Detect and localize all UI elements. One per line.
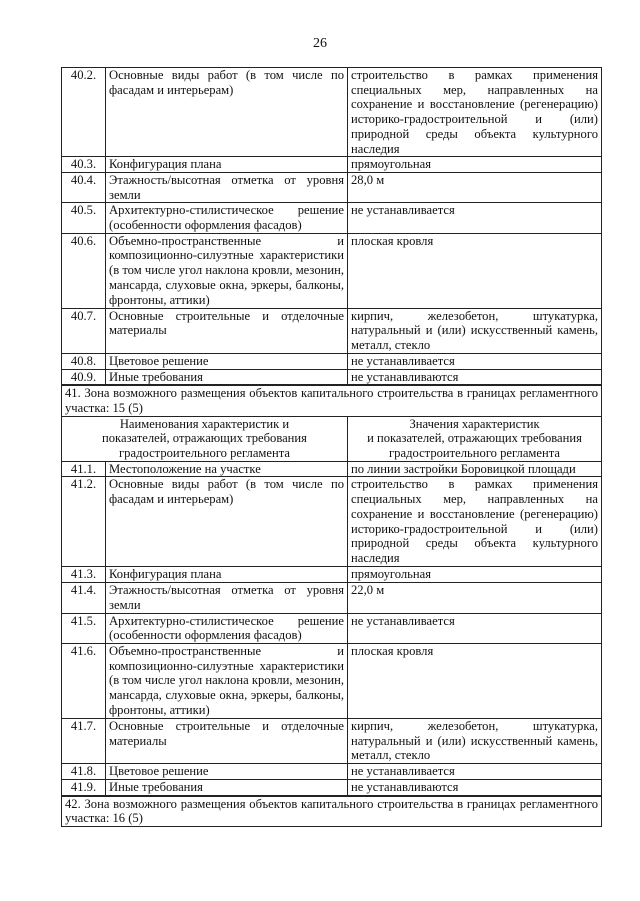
table-row	[62, 369, 602, 385]
row-number: 41.3.	[62, 567, 106, 583]
row-label: Основные строительные и отделочные материалы	[106, 308, 348, 353]
header-line: показателей, отражающих требования	[102, 431, 307, 446]
table-row	[62, 461, 602, 477]
table-row	[62, 583, 602, 613]
row-value: прямоугольная	[348, 567, 602, 583]
row-label: Местоположение на участке	[106, 461, 348, 477]
header-line: градостроительного регламента	[119, 446, 290, 461]
table-row	[62, 308, 602, 353]
row-label: Конфигурация плана	[106, 567, 348, 583]
row-value: плоская кровля	[348, 233, 602, 308]
row-value: кирпич, железобетон, штукатурка, натуральный и (или) искусственный камень, металл, стекло	[348, 308, 602, 353]
row-number: 41.7.	[62, 718, 106, 763]
table-row	[62, 203, 602, 233]
row-number: 41.6.	[62, 643, 106, 718]
row-number: 40.3.	[62, 157, 106, 173]
zone-title-row	[62, 796, 602, 827]
table-row	[62, 353, 602, 369]
table-row	[62, 567, 602, 583]
row-label: Этажность/высотная отметка от уровня земли	[106, 172, 348, 202]
table-row	[62, 157, 602, 173]
row-value: плоская кровля	[348, 643, 602, 718]
zone-title-row	[62, 385, 602, 416]
row-number: 41.2.	[62, 477, 106, 567]
row-number: 40.5.	[62, 203, 106, 233]
table-row	[62, 718, 602, 763]
row-value: по линии застройки Боровицкой площади	[348, 461, 602, 477]
row-number: 40.2.	[62, 68, 106, 157]
row-value: не устанавливаются	[348, 369, 602, 385]
row-value: не устанавливается	[348, 613, 602, 643]
row-number: 40.8.	[62, 353, 106, 369]
table-row	[62, 764, 602, 780]
table-row	[62, 477, 602, 567]
row-value: не устанавливается	[348, 764, 602, 780]
row-label: Цветовое решение	[106, 353, 348, 369]
row-number: 40.6.	[62, 233, 106, 308]
row-value: не устанавливается	[348, 353, 602, 369]
row-label: Архитектурно-стилистическое решение (особенности оформления фасадов)	[106, 203, 348, 233]
row-number: 40.7.	[62, 308, 106, 353]
page-number: 26	[313, 36, 327, 51]
header-line: Значения характеристик	[409, 416, 540, 431]
zone-42-title: 42. Зона возможного размещения объектов капитального строительства в границах регламентного участка: 16 (5)	[62, 796, 602, 827]
row-value: 28,0 м	[348, 172, 602, 202]
zone-41-title: 41. Зона возможного размещения объектов капитального строительства в границах регламентного участка: 15 (5)	[62, 385, 602, 416]
table-row	[62, 779, 602, 795]
row-label: Основные строительные и отделочные материалы	[106, 718, 348, 763]
header-line: Наименования характеристик и	[119, 416, 290, 431]
row-number: 41.1.	[62, 461, 106, 477]
table-header-row	[62, 416, 602, 461]
row-label: Объемно-пространственные и композиционно-силуэтные характеристики (в том числе угол наклона кровли, мезонин, мансарда, слуховые окна, эркеры, балконы, фронтоны, аттики)	[106, 643, 348, 718]
table-row	[62, 68, 602, 157]
row-label: Иные требования	[106, 369, 348, 385]
row-value: строительство в рамках применения специальных мер, направленных на сохранение и восстановление (регенерацию) историко-градостроительной и (или) природной среды объекта культурного наследия	[348, 68, 602, 157]
row-label: Иные требования	[106, 779, 348, 795]
row-value: строительство в рамках применения специальных мер, направленных на сохранение и восстановление (регенерацию) историко-градостроительной и (или) природной среды объекта культурного наследия	[348, 477, 602, 567]
row-label: Основные виды работ (в том числе по фасадам и интерьерам)	[106, 477, 348, 567]
column-header-characteristics	[62, 416, 348, 461]
row-value: 22,0 м	[348, 583, 602, 613]
header-line: и показателей, отражающих требования	[367, 431, 582, 446]
column-header-values	[348, 416, 602, 461]
row-number: 40.9.	[62, 369, 106, 385]
row-number: 41.9.	[62, 779, 106, 795]
header-line: градостроительного регламента	[389, 446, 560, 461]
row-label: Объемно-пространственные и композиционно-силуэтные характеристики (в том числе угол наклона кровли, мезонин, мансарда, слуховые окна, эркеры, балконы, фронтоны, аттики)	[106, 233, 348, 308]
row-number: 41.5.	[62, 613, 106, 643]
row-label: Этажность/высотная отметка от уровня земли	[106, 583, 348, 613]
row-number: 41.4.	[62, 583, 106, 613]
row-value: прямоугольная	[348, 157, 602, 173]
row-value: не устанавливается	[348, 203, 602, 233]
regulation-table	[61, 67, 602, 827]
row-label: Цветовое решение	[106, 764, 348, 780]
row-value: не устанавливаются	[348, 779, 602, 795]
table-row	[62, 613, 602, 643]
table-row	[62, 172, 602, 202]
row-label: Архитектурно-стилистическое решение (особенности оформления фасадов)	[106, 613, 348, 643]
row-number: 41.8.	[62, 764, 106, 780]
table-row	[62, 643, 602, 718]
row-label: Основные виды работ (в том числе по фасадам и интерьерам)	[106, 68, 348, 157]
table-row	[62, 233, 602, 308]
row-number: 40.4.	[62, 172, 106, 202]
row-label: Конфигурация плана	[106, 157, 348, 173]
row-value: кирпич, железобетон, штукатурка, натуральный и (или) искусственный камень, металл, стекло	[348, 718, 602, 763]
